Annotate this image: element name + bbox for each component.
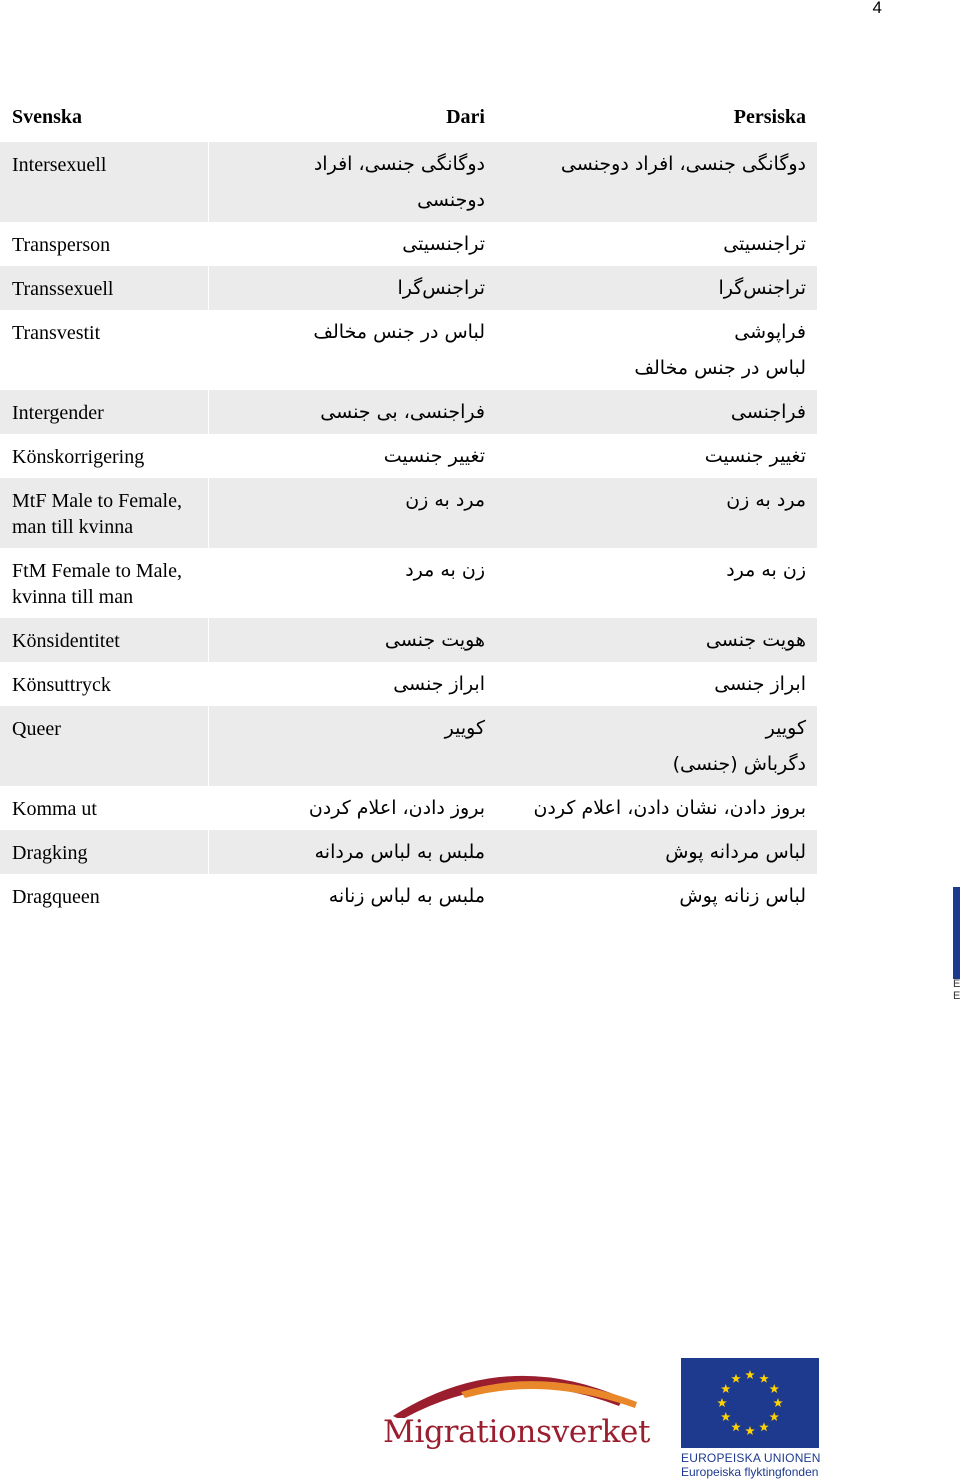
migrationsverket-logo <box>383 1358 653 1458</box>
term-line: فراجنسی، بی جنسی <box>320 401 485 423</box>
term-dari <box>208 142 496 222</box>
term-line: مرد به زن <box>405 489 485 511</box>
term-line: ملبس به لباس مردانه <box>314 841 485 863</box>
glossary-table <box>0 92 818 918</box>
table-row <box>0 706 817 786</box>
glossary-body <box>0 142 817 918</box>
term-dari <box>208 478 496 548</box>
term-line: دگرباش (جنسی) <box>672 753 806 775</box>
eu-flag-icon <box>681 1358 819 1448</box>
term-svenska: Intersexuell <box>0 142 208 222</box>
term-persiska <box>496 478 817 548</box>
table-row <box>0 548 817 618</box>
eu-edge-text: E E <box>953 978 960 1002</box>
term-svenska: Transperson <box>12 234 111 256</box>
term-svenska: Könskorrigering <box>12 446 145 468</box>
term-persiska <box>496 390 817 434</box>
term-persiska <box>496 830 817 874</box>
term-persiska <box>496 706 817 786</box>
term-line: لباس مردانه پوش <box>665 841 806 863</box>
term-persiska <box>496 874 817 918</box>
term-line: فراپوشی <box>734 321 806 343</box>
term-dari <box>208 434 496 478</box>
term-line: تغییر جنسیت <box>704 445 806 467</box>
term-dari <box>208 662 496 706</box>
term-line: بروز دادن، اعلام کردن <box>308 797 485 819</box>
term-dari <box>208 390 496 434</box>
term-line: ملبس به لباس زنانه <box>328 885 485 907</box>
migrationsverket-arc-icon <box>383 1358 653 1418</box>
table-row <box>0 434 817 478</box>
term-line: دوگانگی جنسی، افراد دوجنسی <box>560 153 806 175</box>
term-line: تراجنسیتی <box>402 233 485 255</box>
term-dari <box>208 830 496 874</box>
term-svenska: Queer <box>0 706 208 786</box>
term-line: مرد به زن <box>726 489 806 511</box>
term-line: هویت جنسی <box>384 629 485 651</box>
term-dari <box>208 222 496 266</box>
term-line: هویت جنسی <box>705 629 806 651</box>
term-line: ابراز جنسی <box>393 673 485 695</box>
term-svenska: MtF Male to Female, man till kvinna <box>0 478 208 548</box>
table-row <box>0 142 817 222</box>
eu-edge-strip <box>953 887 960 979</box>
table-row <box>0 390 817 434</box>
table-row <box>0 662 817 706</box>
term-line: زن به مرد <box>726 559 806 581</box>
term-persiska <box>496 548 817 618</box>
migrationsverket-wordmark: Migrationsverket <box>383 1414 651 1450</box>
table-row <box>0 830 817 874</box>
term-line: کوییر <box>765 717 806 739</box>
term-svenska: Komma ut <box>12 798 97 820</box>
term-line: بروز دادن، نشان دادن، اعلام کردن <box>533 797 806 819</box>
table-row <box>0 478 817 548</box>
term-line: لباس در جنس مخالف <box>634 357 806 379</box>
term-dari <box>208 548 496 618</box>
header-row <box>0 92 817 142</box>
header-svenska: Svenska <box>12 105 83 128</box>
term-svenska: Transvestit <box>12 322 101 344</box>
term-dari <box>208 266 496 310</box>
term-dari <box>208 874 496 918</box>
term-persiska <box>496 222 817 266</box>
term-persiska <box>496 266 817 310</box>
table-row <box>0 222 817 266</box>
term-line: تراجنس‌گرا <box>397 277 485 299</box>
term-line: تراجنس‌گرا <box>718 277 806 299</box>
term-svenska: Könsidentitet <box>0 618 208 662</box>
term-line: دوگانگی جنسی، افراد <box>313 153 485 175</box>
eu-union-label: EUROPEISKA UNIONEN <box>681 1451 821 1465</box>
header-dari: Dari <box>446 105 485 128</box>
table-row <box>0 310 817 390</box>
eu-logo <box>681 1358 819 1479</box>
term-line: کوییر <box>444 717 485 739</box>
header-persiska: Persiska <box>733 105 806 128</box>
term-line: لباس زنانه پوش <box>679 885 806 907</box>
term-svenska: Intergender <box>0 390 208 434</box>
term-svenska: FtM Female to Male, kvinna till man <box>12 560 182 608</box>
table-row <box>0 786 817 830</box>
page-number: 4 <box>872 0 882 17</box>
term-persiska <box>496 618 817 662</box>
table-row <box>0 618 817 662</box>
term-persiska <box>496 434 817 478</box>
term-persiska <box>496 310 817 390</box>
term-line: ابراز جنسی <box>714 673 806 695</box>
term-persiska <box>496 662 817 706</box>
term-line: زن به مرد <box>405 559 485 581</box>
term-persiska <box>496 142 817 222</box>
term-dari <box>208 618 496 662</box>
term-line: تراجنسیتی <box>723 233 806 255</box>
table-row <box>0 266 817 310</box>
term-svenska: Dragking <box>0 830 208 874</box>
table-row <box>0 874 817 918</box>
eu-fund-label: Europeiska flyktingfonden <box>681 1465 819 1479</box>
term-line: لباس در جنس مخالف <box>313 321 485 343</box>
term-svenska: Könsuttryck <box>12 674 111 696</box>
term-line: دوجنسی <box>417 189 485 211</box>
term-dari <box>208 310 496 390</box>
term-persiska <box>496 786 817 830</box>
term-dari <box>208 786 496 830</box>
term-svenska: Transsexuell <box>0 266 208 310</box>
term-line: تغییر جنسیت <box>383 445 485 467</box>
term-line: فراجنسی <box>730 401 806 423</box>
term-svenska: Dragqueen <box>12 886 100 908</box>
term-dari <box>208 706 496 786</box>
